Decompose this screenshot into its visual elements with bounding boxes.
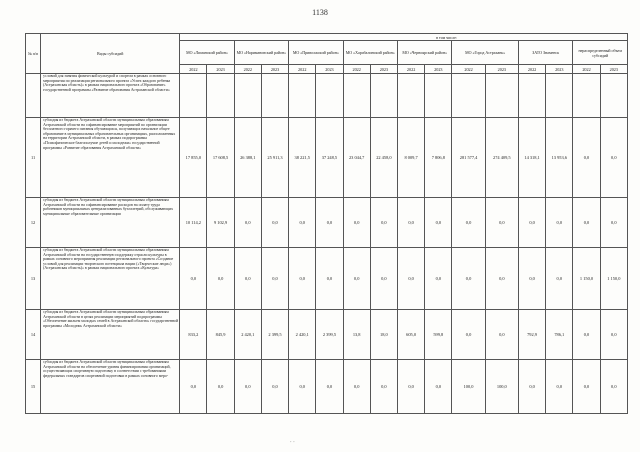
value-cell: 8 009,7: [397, 118, 424, 198]
header-group-including: в том числе:: [180, 34, 628, 41]
value-cell: [518, 74, 545, 118]
value-cell: 0,0: [600, 310, 627, 360]
value-cell: 17 608,5: [207, 118, 234, 198]
value-cell: 0,0: [316, 198, 343, 248]
value-cell: 0,0: [397, 360, 424, 414]
value-cell: 0,0: [343, 198, 370, 248]
value-cell: 0,0: [518, 360, 545, 414]
value-cell: 0,0: [370, 198, 397, 248]
value-cell: [343, 74, 370, 118]
value-cell: 786,1: [546, 310, 573, 360]
value-cell: 0,0: [289, 248, 316, 310]
value-cell: 38 221,5: [289, 118, 316, 198]
year-header: 2022: [397, 65, 424, 74]
value-cell: 0,0: [343, 248, 370, 310]
year-header: 2022: [452, 65, 485, 74]
value-cell: 0,0: [600, 360, 627, 414]
year-header: 2023: [370, 65, 397, 74]
year-header: 2023: [261, 65, 288, 74]
value-cell: 0,0: [370, 360, 397, 414]
year-header: 2022: [234, 65, 261, 74]
value-cell: [425, 74, 452, 118]
value-cell: 2 399,5: [316, 310, 343, 360]
year-header: 2022: [573, 65, 600, 74]
value-cell: 0,0: [397, 198, 424, 248]
table-row: [26, 360, 628, 414]
table-row: [26, 118, 628, 198]
value-cell: [261, 74, 288, 118]
value-cell: 0,0: [573, 198, 600, 248]
value-cell: 0,0: [234, 198, 261, 248]
value-cell: 599,8: [425, 310, 452, 360]
row-number: 13: [26, 248, 41, 310]
value-cell: [370, 74, 397, 118]
subsidy-description: субсидия из бюджета Астраханской области муниципальным образованиям Астраханской области в целях реализации мероприятий подпрограммы «Обеспечение жильем молодых семей в Астраханской области» государственной программы «Молодежь Астраханской области»: [41, 310, 180, 360]
value-cell: 0,0: [261, 198, 288, 248]
value-cell: 0,0: [234, 360, 261, 414]
year-header: 2023: [316, 65, 343, 74]
value-cell: 10 114,2: [180, 198, 207, 248]
subsidy-description: субсидия из бюджета Астраханской области муниципальным образованиям Астраханской области на софинансирование расходов на оплату труда работников муниципальных централизованных бухгалтерий, обслуживающих муниципальные образовательные организации: [41, 198, 180, 248]
value-cell: 0,0: [316, 360, 343, 414]
value-cell: 22 458,0: [370, 118, 397, 198]
value-cell: 7 806,8: [425, 118, 452, 198]
header-col-kharabalinsky: МО «Харабалинский район»: [343, 41, 397, 65]
value-cell: 0,0: [180, 360, 207, 414]
value-cell: [234, 74, 261, 118]
value-cell: 0,0: [425, 198, 452, 248]
value-cell: 14 318,1: [518, 118, 545, 198]
value-cell: 25 911,3: [261, 118, 288, 198]
value-cell: [397, 74, 424, 118]
value-cell: 0,0: [600, 198, 627, 248]
value-cell: 0,0: [180, 248, 207, 310]
scan-mark: ⸱ ⸱: [290, 440, 295, 446]
table-row: [26, 310, 628, 360]
value-cell: 833,2: [180, 310, 207, 360]
value-cell: [485, 74, 518, 118]
header-col-privolzhsky: МО «Приволжский район»: [289, 41, 343, 65]
value-cell: 18,0: [370, 310, 397, 360]
value-cell: 0,0: [573, 118, 600, 198]
value-cell: [452, 74, 485, 118]
value-cell: [207, 74, 234, 118]
value-cell: 0,0: [546, 360, 573, 414]
year-header: 2022: [343, 65, 370, 74]
year-header: 2022: [289, 65, 316, 74]
subsidy-description: условий для занятия физической культурой и спортом в рамках основного мероприятия по реализации регионального проекта «Успех каждого ребенка (Астраханская область)» в рамках национального проекта «Образование» государственной программы «Развитие образования Астраханской области»: [41, 74, 180, 118]
year-header: 2023: [546, 65, 573, 74]
value-cell: [600, 74, 627, 118]
value-cell: 0,0: [518, 248, 545, 310]
value-cell: 1 150,0: [600, 248, 627, 310]
row-number: 14: [26, 310, 41, 360]
value-cell: 2 420,1: [289, 310, 316, 360]
value-cell: 100,0: [485, 360, 518, 414]
row-number: 12: [26, 198, 41, 248]
header-col-astrakhan-city: МО «Город Астрахань»: [452, 41, 519, 65]
value-cell: 0,0: [425, 360, 452, 414]
value-cell: 0,0: [289, 198, 316, 248]
value-cell: 0,0: [316, 248, 343, 310]
value-cell: 13 953,6: [546, 118, 573, 198]
value-cell: 0,0: [485, 198, 518, 248]
header-row-number: № п/п: [26, 34, 41, 74]
year-header: 2023: [485, 65, 518, 74]
value-cell: 13,8: [343, 310, 370, 360]
header-subsidy-type: Виды субсидий: [41, 34, 180, 74]
value-cell: [573, 74, 600, 118]
value-cell: 0,0: [546, 198, 573, 248]
value-cell: 792,9: [518, 310, 545, 360]
value-cell: 26 388,1: [234, 118, 261, 198]
value-cell: 0,0: [485, 248, 518, 310]
value-cell: 23 044,7: [343, 118, 370, 198]
value-cell: 0,0: [425, 248, 452, 310]
row-number: 11: [26, 118, 41, 198]
value-cell: 0,0: [573, 310, 600, 360]
value-cell: [180, 74, 207, 118]
year-header: 2023: [207, 65, 234, 74]
value-cell: 0,0: [573, 360, 600, 414]
value-cell: 0,0: [289, 360, 316, 414]
value-cell: 0,0: [370, 248, 397, 310]
value-cell: 0,0: [546, 248, 573, 310]
table-row: [26, 248, 628, 310]
year-header: 2022: [180, 65, 207, 74]
header-col-znamensk: ЗАТО Знаменск: [518, 41, 572, 65]
subsidy-description: субсидия из бюджета Астраханской области муниципальным образованиям Астраханской области на обеспечение уровня финансирования организаций, осуществляющих спортивную подготовку в соответствии с требованиями федеральных стандартов спортивной подготовки в рамках основного меро-: [41, 360, 180, 414]
subsidy-description: субсидия из бюджета Астраханской области муниципальным образованиям Астраханской области на государственную поддержку отрасли культуры в рамках основного мероприятия реализации регионального проекта «Создание условий для реализации творческого потенциала нации («Творческие люди») (Астраханская область)» в рамках национального проекта «Культура»: [41, 248, 180, 310]
value-cell: 0,0: [261, 248, 288, 310]
value-cell: 2 420,1: [234, 310, 261, 360]
header-col-limansky: МО «Лиманский район»: [180, 41, 234, 65]
value-cell: 0,0: [600, 118, 627, 198]
year-header: 2023: [600, 65, 627, 74]
table-row: [26, 74, 628, 118]
value-cell: 0,0: [452, 198, 485, 248]
value-cell: 0,0: [207, 248, 234, 310]
header-col-unallocated: нераспределенный объем субсидий: [573, 41, 628, 65]
header-col-chernoyarsky: МО «Черноярский район»: [397, 41, 451, 65]
header-col-narimanovsky: МО «Наримановский район»: [234, 41, 288, 65]
subsidies-table: [25, 33, 628, 414]
subsidy-description: субсидия из бюджета Астраханской области муниципальным образованиям Астраханской области на софинансирование мероприятий по организации бесплатного горячего питания обучающихся, получающих начальное общее образование в муниципальных образовательных организациях, расположенных на территории Астраханской области, в рамках подпрограммы «Психофизическое благополучие детей и молодежи» государственной программы «Развитие образования Астраханской области»: [41, 118, 180, 198]
value-cell: 0,0: [452, 310, 485, 360]
value-cell: 274 409,5: [485, 118, 518, 198]
page-number: 1138: [312, 8, 328, 17]
value-cell: 0,0: [518, 198, 545, 248]
value-cell: 0,0: [485, 310, 518, 360]
value-cell: 100,0: [452, 360, 485, 414]
value-cell: 2 399,5: [261, 310, 288, 360]
table-row: [26, 198, 628, 248]
value-cell: [546, 74, 573, 118]
value-cell: 0,0: [234, 248, 261, 310]
value-cell: 0,0: [452, 248, 485, 310]
value-cell: 281 577,4: [452, 118, 485, 198]
year-header: 2022: [518, 65, 545, 74]
value-cell: 0,0: [207, 360, 234, 414]
value-cell: 0,0: [397, 248, 424, 310]
row-number: 15: [26, 360, 41, 414]
value-cell: 17 855,0: [180, 118, 207, 198]
value-cell: 9 102,9: [207, 198, 234, 248]
value-cell: 1 150,0: [573, 248, 600, 310]
value-cell: 845,9: [207, 310, 234, 360]
value-cell: 0,0: [343, 360, 370, 414]
year-header: 2023: [425, 65, 452, 74]
row-number: [26, 74, 41, 118]
value-cell: 37 248,5: [316, 118, 343, 198]
value-cell: [289, 74, 316, 118]
value-cell: 0,0: [261, 360, 288, 414]
value-cell: 605,0: [397, 310, 424, 360]
value-cell: [316, 74, 343, 118]
